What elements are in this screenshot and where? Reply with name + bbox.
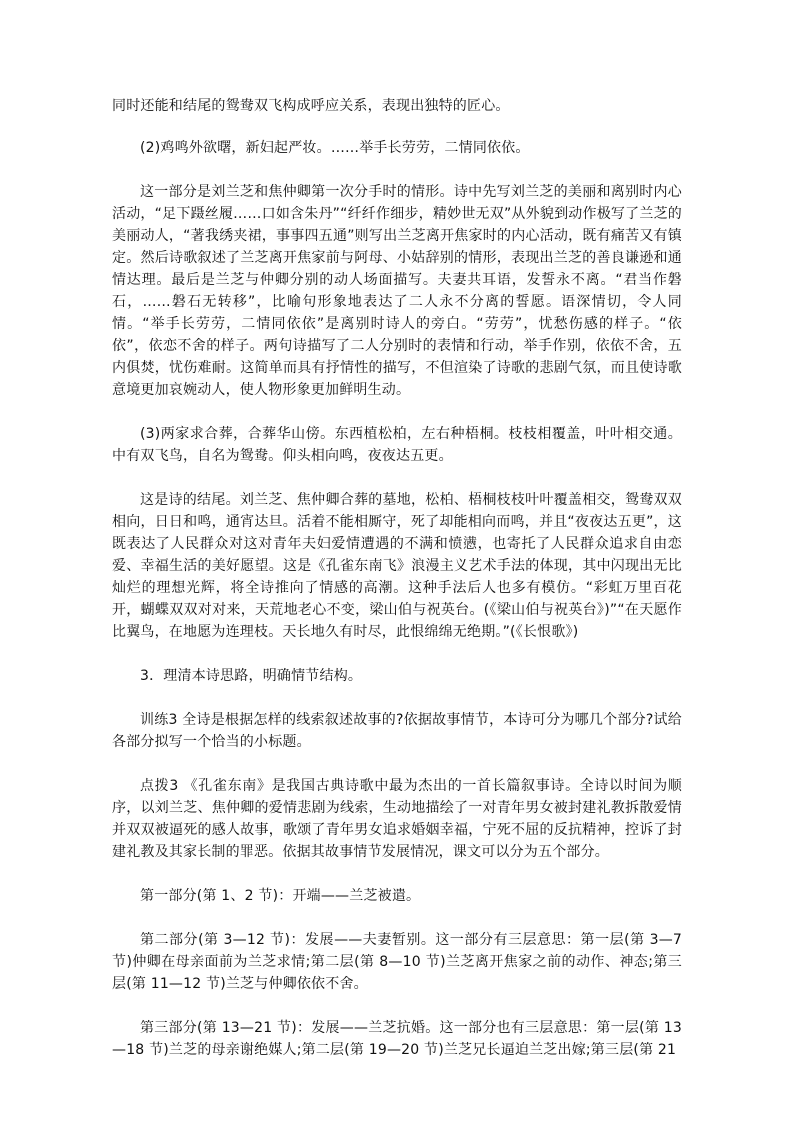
exercise-hint: 点拨3 《孔雀东南》是我国古典诗歌中最为杰出的一首长篇叙事诗。全诗以时间为顺序，以刘兰芝、焦仲卿的爱情悲剧为线索，生动地描绘了一对青年男女被封建礼教拆散爱情并双双被逼死的感人故事，歌颂了青年男女追求婚姻幸福，宁死不屈的反抗精神，控诉了封建礼教及其家长制的罪恶。依据其故事情节发展情况，课文可以分为五个部分。 bbox=[112, 778, 682, 860]
structure-part-1: 第一部分(第 1、2 节)：开端——兰芝被遣。 bbox=[140, 888, 421, 904]
structure-part-3: 第三部分(第 13—21 节)：发展——兰芝抗婚。这一部分也有三层意思：第一层(第 13—18 节)兰芝的母亲谢绝媒人;第二层(第 19—20 节)兰芝兄长逼迫兰芝出嫁;第三层(第 21 bbox=[112, 1020, 682, 1058]
paragraph-analysis-parting: 这一部分是刘兰芝和焦仲卿第一次分手时的情形。诗中先写刘兰芝的美丽和离别时内心活动，“足下蹑丝履……口如含朱丹”“纤纤作细步，精妙世无双”从外貌到动作极写了兰芝的美丽动人，“著我绣夹裙，事事四五通”则写出兰芝离开焦家时的内心活动，既有痛苦又有镇定。然后诗歌叙述了兰芝离开焦家前与阿母、小姑辞别的情形，表现出兰芝的善良谦逊和通情达理。最后是兰芝与仲卿分别的动人场面描写。夫妻共耳语，发誓永不离。“君当作磐石，……磐石无转移”，比喻句形象地表达了二人永不分离的誓愿。语深情切，令人同情。“举手长劳劳，二情同依依”是离别时诗人的旁白。“劳劳”，忧愁伤感的样子。“依依”，依恋不舍的样子。两句诗描写了二人分别时的表情和行动，举手作别，依依不舍，五内俱焚，忧伤难耐。这简单而具有抒情性的描写，不但渲染了诗歌的悲剧气氛，而且使诗歌意境更加哀婉动人，使人物形象更加鲜明生动。 bbox=[112, 184, 682, 398]
structure-part-2: 第二部分(第 3—12 节)：发展——夫妻暂别。这一部分有三层意思：第一层(第 3—7 节)仲卿在母亲面前为兰芝求情;第二层(第 8—10 节)兰芝离开焦家之前的动作、神态;第三层(第 11—12 节)兰芝与仲卿依依不舍。 bbox=[112, 932, 682, 992]
document-page bbox=[112, 95, 682, 1061]
paragraph-analysis-ending: 这是诗的结尾。刘兰芝、焦仲卿合葬的墓地，松柏、梧桐枝枝叶叶覆盖相交，鸳鸯双双相向，日日和鸣，通宵达旦。活着不能相厮守，死了却能相向而鸣，并且“夜夜达五更”，这既表达了人民群众对这对青年夫妇爱情遭遇的不满和愤懑，也寄托了人民群众追求自由恋爱、幸福生活的美好愿望。这是《孔雀东南飞》浪漫主义艺术手法的体现，其中闪现出无比灿烂的理想光辉，将全诗推向了情感的高潮。这种手法后人也多有模仿。“彩虹万里百花开，蝴蝶双双对对来，天荒地老心不变，梁山伯与祝英台。(《梁山伯与祝英台》)”“在天愿作比翼鸟，在地愿为连理枝。天长地久有时尽，此恨绵绵无绝期。”(《长恨歌》) bbox=[112, 492, 682, 640]
quote-section-2: (2)鸡鸣外欲曙，新妇起严妆。……举手长劳劳，二情同依依。 bbox=[140, 140, 530, 156]
exercise-question: 训练3 全诗是根据怎样的线索叙述故事的?依据故事情节，本诗可分为哪几个部分?试给各部分拟写一个恰当的小标题。 bbox=[112, 712, 682, 750]
quote-section-3: (3)两家求合葬，合葬华山傍。东西植松柏，左右种梧桐。枝枝相覆盖，叶叶相交通。中有双飞鸟，自名为鸳鸯。仰头相向鸣，夜夜达五更。 bbox=[112, 426, 682, 464]
paragraph-intro-continuation: 同时还能和结尾的鸳鸯双飞构成呼应关系，表现出独特的匠心。 bbox=[112, 98, 510, 114]
section-heading-structure: 3．理清本诗思路，明确情节结构。 bbox=[140, 668, 363, 684]
